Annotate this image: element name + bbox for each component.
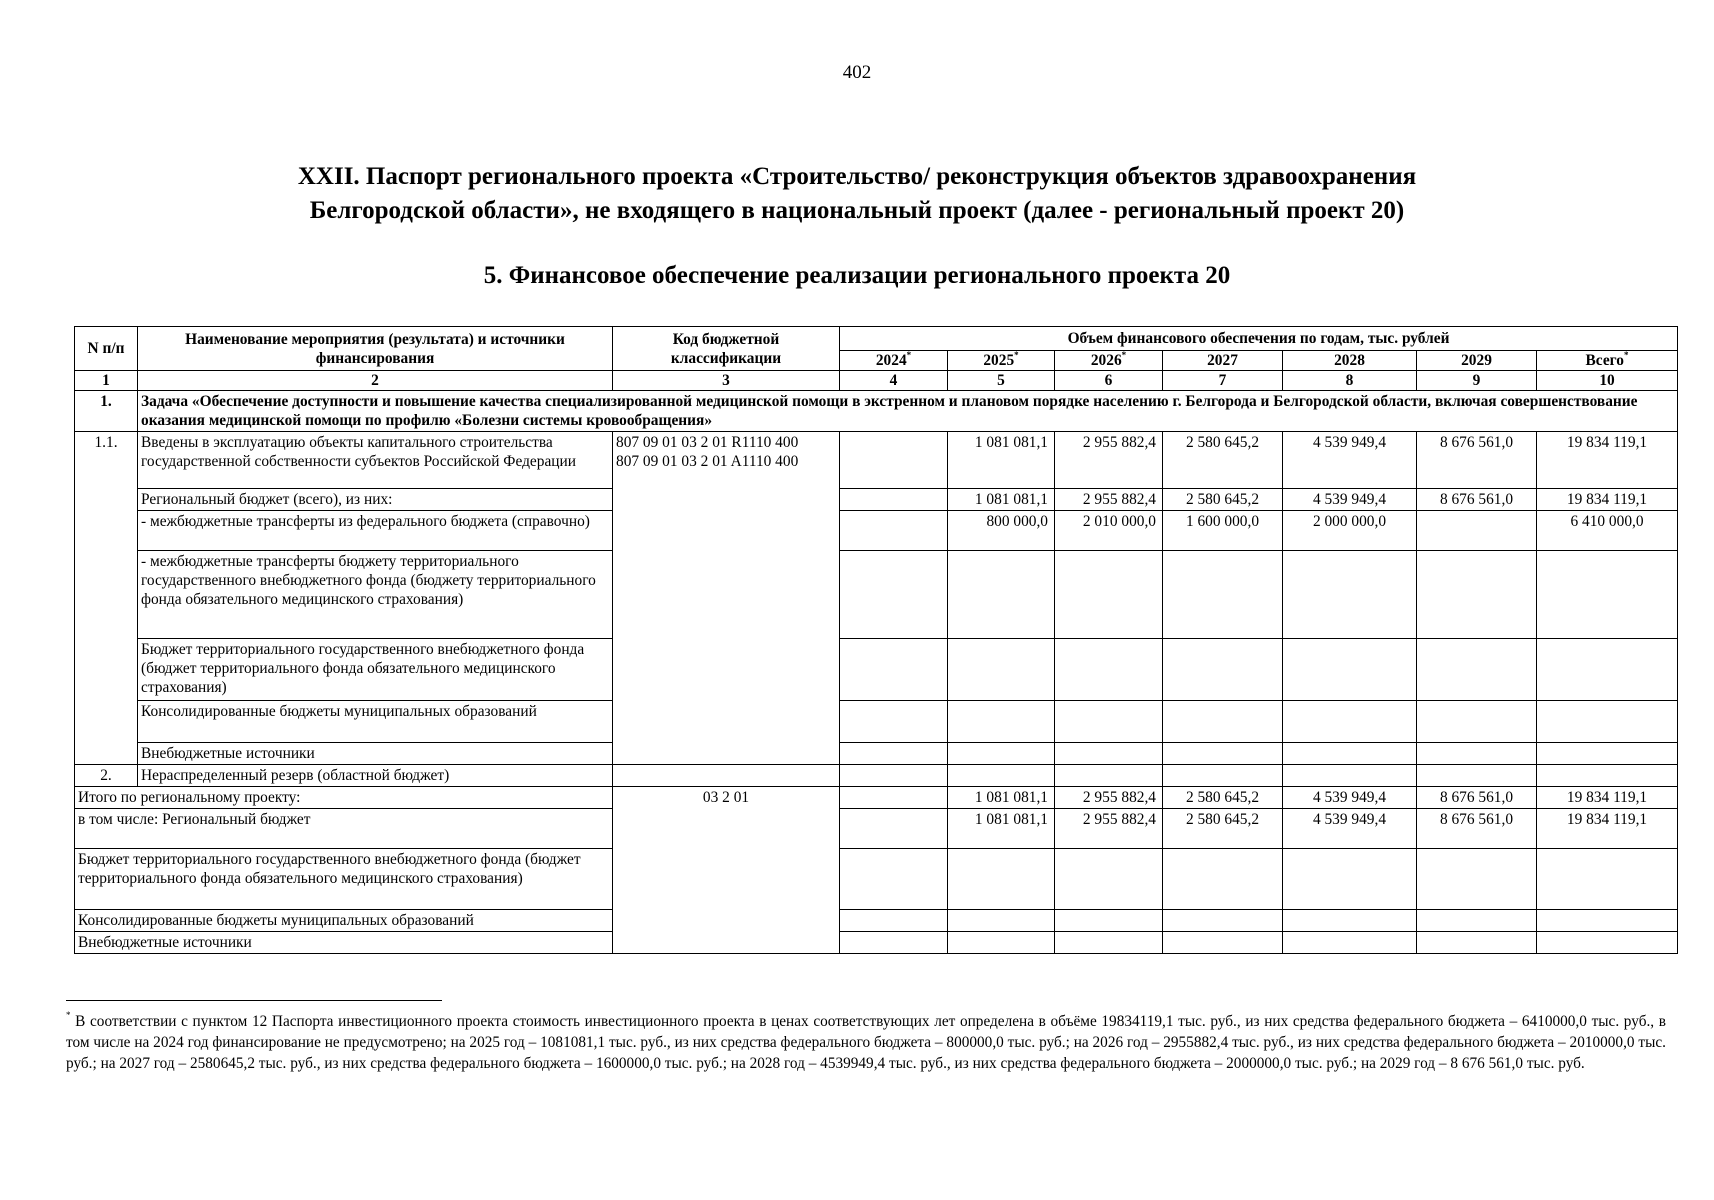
title-line-2: Белгородской области», не входящего в национальный проект (далее - региональный проект 20): [309, 197, 1405, 224]
index-cell: 3: [613, 371, 840, 391]
value-cell: [840, 551, 948, 639]
value-cell: [948, 849, 1055, 910]
value-cell: [840, 432, 948, 489]
value-cell: [1417, 701, 1537, 743]
value-cell: 4 539 949,4: [1283, 809, 1417, 849]
value-cell: 1 081 081,1: [948, 787, 1055, 809]
value-cell: [1163, 701, 1283, 743]
header-year-2029: 2029: [1417, 351, 1537, 371]
empty-cell: [1163, 765, 1283, 787]
value-cell: [840, 701, 948, 743]
value-cell: [1417, 511, 1537, 551]
row-name: - межбюджетные трансферты из федерального бюджета (справочно): [138, 511, 613, 551]
empty-cell: [1417, 765, 1537, 787]
value-cell: 19 834 119,1: [1537, 787, 1678, 809]
item-codes: [613, 432, 840, 765]
table-row: [75, 701, 1678, 743]
value-cell: [1537, 639, 1678, 701]
header-year-2028: 2028: [1283, 351, 1417, 371]
empty-cell: [1055, 765, 1163, 787]
value-cell: [948, 701, 1055, 743]
row-name: Региональный бюджет (всего), из них:: [138, 489, 613, 511]
value-cell: [1537, 551, 1678, 639]
value-cell: [948, 743, 1055, 765]
value-cell: [1283, 701, 1417, 743]
value-cell: 8 676 561,0: [1417, 787, 1537, 809]
index-cell: 4: [840, 371, 948, 391]
header-total: Всего*: [1537, 351, 1678, 371]
value-cell: [840, 511, 948, 551]
section-subtitle: 5. Финансовое обеспечение реализации регионального проекта 20: [483, 262, 1231, 289]
value-cell: [1283, 849, 1417, 910]
index-cell: 8: [1283, 371, 1417, 391]
value-cell: [840, 932, 948, 954]
value-cell: 2 580 645,2: [1163, 787, 1283, 809]
value-cell: [1055, 701, 1163, 743]
value-cell: 2 580 645,2: [1163, 489, 1283, 511]
value-cell: [1163, 849, 1283, 910]
value-cell: [948, 910, 1055, 932]
value-cell: 19 834 119,1: [1537, 489, 1678, 511]
header-year-2026: 2026*: [1055, 351, 1163, 371]
value-cell: [1055, 932, 1163, 954]
value-cell: 4 539 949,4: [1283, 787, 1417, 809]
value-cell: 19 834 119,1: [1537, 432, 1678, 489]
row-name: Введены в эксплуатацию объекты капитального строительства государственной собственности субъектов Российской Федерации: [138, 432, 613, 489]
reserve-row: [75, 765, 1678, 787]
value-cell: [1163, 910, 1283, 932]
header-year-2024: 2024*: [840, 351, 948, 371]
row-name: Внебюджетные источники: [138, 743, 613, 765]
value-cell: [1163, 743, 1283, 765]
value-cell: 2 955 882,4: [1055, 787, 1163, 809]
value-cell: 1 600 000,0: [1163, 511, 1283, 551]
value-cell: [948, 932, 1055, 954]
table-row: [75, 743, 1678, 765]
footnote-mark: *: [66, 1010, 71, 1020]
value-cell: [1163, 932, 1283, 954]
value-cell: [1283, 639, 1417, 701]
header-num: N п/п: [75, 327, 138, 371]
index-cell: 1: [75, 371, 138, 391]
value-cell: 2 955 882,4: [1055, 489, 1163, 511]
empty-cell: [1537, 765, 1678, 787]
total-row: [75, 809, 1678, 849]
financing-table: [74, 326, 1678, 954]
reserve-num: 2.: [75, 765, 138, 787]
value-cell: [948, 639, 1055, 701]
table-row: [75, 489, 1678, 511]
value-cell: [1537, 743, 1678, 765]
title-line-1: XXII. Паспорт регионального проекта «Строительство/ реконструкция объектов здравоохранения: [297, 163, 1417, 190]
value-cell: [840, 743, 948, 765]
row-name: в том числе: Региональный бюджет: [75, 809, 613, 849]
value-cell: 2 010 000,0: [1055, 511, 1163, 551]
total-row: [75, 849, 1678, 910]
value-cell: 800 000,0: [948, 511, 1055, 551]
value-cell: [840, 787, 948, 809]
row-name: Консолидированные бюджеты муниципальных образований: [75, 910, 613, 932]
table-row: [75, 551, 1678, 639]
value-cell: [1283, 932, 1417, 954]
value-cell: [1163, 551, 1283, 639]
index-cell: 6: [1055, 371, 1163, 391]
value-cell: [1537, 701, 1678, 743]
value-cell: 8 676 561,0: [1417, 809, 1537, 849]
value-cell: [1163, 639, 1283, 701]
value-cell: [840, 809, 948, 849]
value-cell: [1537, 910, 1678, 932]
row-name: - межбюджетные трансферты бюджету территориального государственного внебюджетного фонда (бюджету территориального фонда обязательного медицинского страхования): [138, 551, 613, 639]
table-row: [75, 639, 1678, 701]
value-cell: 2 580 645,2: [1163, 809, 1283, 849]
value-cell: 6 410 000,0: [1537, 511, 1678, 551]
row-name: Внебюджетные источники: [75, 932, 613, 954]
value-cell: [840, 910, 948, 932]
index-cell: 10: [1537, 371, 1678, 391]
value-cell: [1417, 910, 1537, 932]
item-num: 1.1.: [75, 432, 138, 765]
value-cell: [1055, 639, 1163, 701]
value-cell: [1537, 932, 1678, 954]
value-cell: 8 676 561,0: [1417, 489, 1537, 511]
page-title: [100, 160, 1614, 228]
value-cell: 1 081 081,1: [948, 809, 1055, 849]
value-cell: 19 834 119,1: [1537, 809, 1678, 849]
reserve-name: Нераспределенный резерв (областной бюджет): [138, 765, 613, 787]
task-num: 1.: [75, 391, 138, 432]
row-name: Консолидированные бюджеты муниципальных образований: [138, 701, 613, 743]
task-row: [75, 391, 1678, 432]
budget-code: 807 09 01 03 2 01 R1110 400: [616, 434, 799, 451]
total-row: [75, 910, 1678, 932]
total-code: 03 2 01: [613, 787, 840, 954]
value-cell: 8 676 561,0: [1417, 432, 1537, 489]
value-cell: [1283, 743, 1417, 765]
empty-cell: [613, 765, 840, 787]
task-text: Задача «Обеспечение доступности и повышение качества специализированной медицинской помощи в экстренном и плановом порядке населению г. Белгорода и Белгородской области, включая совершенствование оказания медицинской помощи по профилю «Болезни системы кровообращения»: [138, 391, 1678, 432]
value-cell: [1417, 932, 1537, 954]
table-row: [75, 511, 1678, 551]
value-cell: [1055, 910, 1163, 932]
value-cell: [1417, 551, 1537, 639]
value-cell: [1537, 849, 1678, 910]
header-name: Наименование мероприятия (результата) и источники финансирования: [138, 327, 613, 371]
index-cell: 9: [1417, 371, 1537, 391]
value-cell: 4 539 949,4: [1283, 489, 1417, 511]
value-cell: 2 955 882,4: [1055, 432, 1163, 489]
row-name: Бюджет территориального государственного внебюджетного фонда (бюджет территориального фонда обязательного медицинского страхования): [138, 639, 613, 701]
value-cell: 4 539 949,4: [1283, 432, 1417, 489]
value-cell: [1055, 743, 1163, 765]
empty-cell: [948, 765, 1055, 787]
value-cell: [840, 489, 948, 511]
table-row: [75, 432, 1678, 489]
value-cell: [1417, 743, 1537, 765]
value-cell: [840, 849, 948, 910]
total-row: [75, 787, 1678, 809]
index-row: [75, 371, 1678, 391]
footnote-text: В соответствии с пунктом 12 Паспорта инвестиционного проекта стоимость инвестиционного проекта в ценах соответствующих лет определена в объёме 19834119,1 тыс. руб., из них средства федерального бюджета – 6410000,0 тыс. руб., в том числе на 2024 год финансирование не предусмотрено; на 2025 год – 1081081,1 тыс. руб., из них средства федерального бюджета – 800000,0 тыс. руб.; на 2026 год – 2955882,4 тыс. руб., из них средства федерального бюджета – 2010000,0 тыс. руб.; на 2027 год – 2580645,2 тыс. руб., из них средства федерального бюджета – 1600000,0 тыс. руб.; на 2028 год – 4539949,4 тыс. руб., из них средства федерального бюджета – 2000000,0 тыс. руб.; на 2029 год – 8 676 561,0 тыс. руб.: [66, 1013, 1666, 1072]
header-code: Код бюджетной классификации: [613, 327, 840, 371]
row-name: Бюджет территориального государственного внебюджетного фонда (бюджет территориального фонда обязательного медицинского страхования): [75, 849, 613, 910]
value-cell: [1417, 849, 1537, 910]
value-cell: 2 000 000,0: [1283, 511, 1417, 551]
header-volume: Объем финансового обеспечения по годам, тыс. рублей: [840, 327, 1678, 351]
value-cell: [1417, 639, 1537, 701]
value-cell: [1055, 551, 1163, 639]
total-row: [75, 932, 1678, 954]
header-year-2027: 2027: [1163, 351, 1283, 371]
footnote: [66, 1011, 1666, 1074]
value-cell: [1055, 849, 1163, 910]
value-cell: [1283, 910, 1417, 932]
value-cell: 1 081 081,1: [948, 489, 1055, 511]
value-cell: 2 955 882,4: [1055, 809, 1163, 849]
index-cell: 2: [138, 371, 613, 391]
index-cell: 5: [948, 371, 1055, 391]
empty-cell: [1283, 765, 1417, 787]
empty-cell: [840, 765, 948, 787]
value-cell: [1283, 551, 1417, 639]
footnote-divider: [66, 1000, 442, 1001]
budget-code: 807 09 01 03 2 01 A1110 400: [616, 453, 799, 470]
index-cell: 7: [1163, 371, 1283, 391]
value-cell: [948, 551, 1055, 639]
value-cell: 2 580 645,2: [1163, 432, 1283, 489]
value-cell: 1 081 081,1: [948, 432, 1055, 489]
header-year-2025: 2025*: [948, 351, 1055, 371]
row-name: Итого по региональному проекту:: [75, 787, 613, 809]
page-number: 402: [842, 62, 872, 83]
value-cell: [840, 639, 948, 701]
